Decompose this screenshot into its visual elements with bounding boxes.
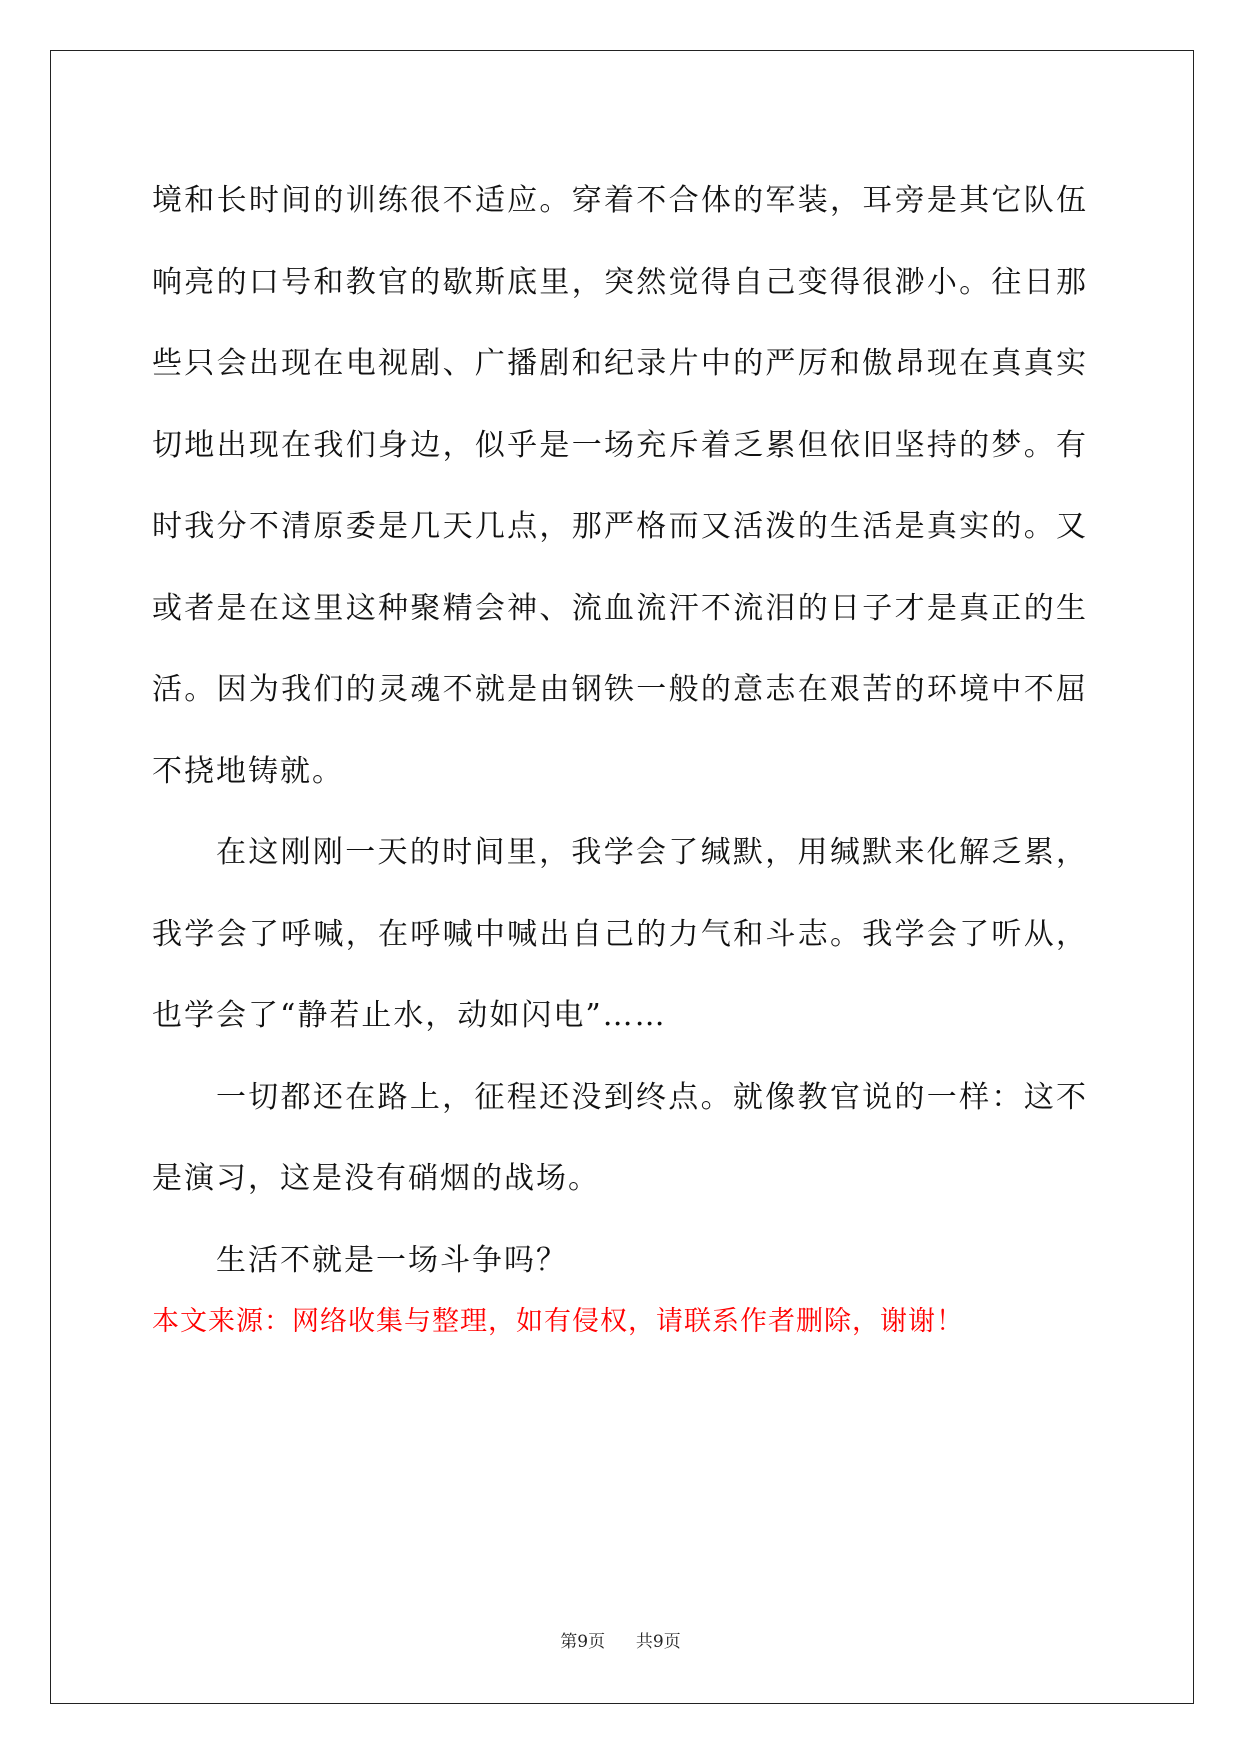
paragraph-1: 境和长时间的训练很不适应。穿着不合体的军装，耳旁是其它队伍响亮的口号和教官的歇斯底里，突然觉得自己变得很渺小。往日那些只会出现在电视剧、广播剧和纪录片中的严厉和傲昂现在真真实切地出现在我们身边，似乎是一场充斥着乏累但依旧坚持的梦。有时我分不清原委是几天几点，那严格而又活泼的生活是真实的。又或者是在这里这种聚精会神、流血流汗不流泪的日子才是真正的生活。因为我们的灵魂不就是由钢铁一般的意志在艰苦的环境中不屈不挠地铸就。 (152, 183, 1088, 789)
current-page-number: 第9页 (560, 1632, 606, 1652)
source-disclaimer: 本文来源：网络收集与整理，如有侵权，请联系作者删除，谢谢！ (152, 1306, 964, 1337)
paragraph-3: 一切都还在路上，征程还没到终点。就像教官说的一样：这不是演习，这是没有硝烟的战场。 (152, 1079, 1088, 1196)
document-body (152, 160, 1088, 1301)
paragraph-4: 生活不就是一场斗争吗？ (216, 1242, 568, 1278)
total-page-count: 共9页 (635, 1632, 681, 1652)
page-footer (0, 1630, 1241, 1654)
paragraph-2: 在这刚刚一天的时间里，我学会了缄默，用缄默来化解乏累，我学会了呼喊，在呼喊中喊出自己的力气和斗志。我学会了听从，也学会了“静若止水，动如闪电”…… (152, 835, 1088, 1033)
